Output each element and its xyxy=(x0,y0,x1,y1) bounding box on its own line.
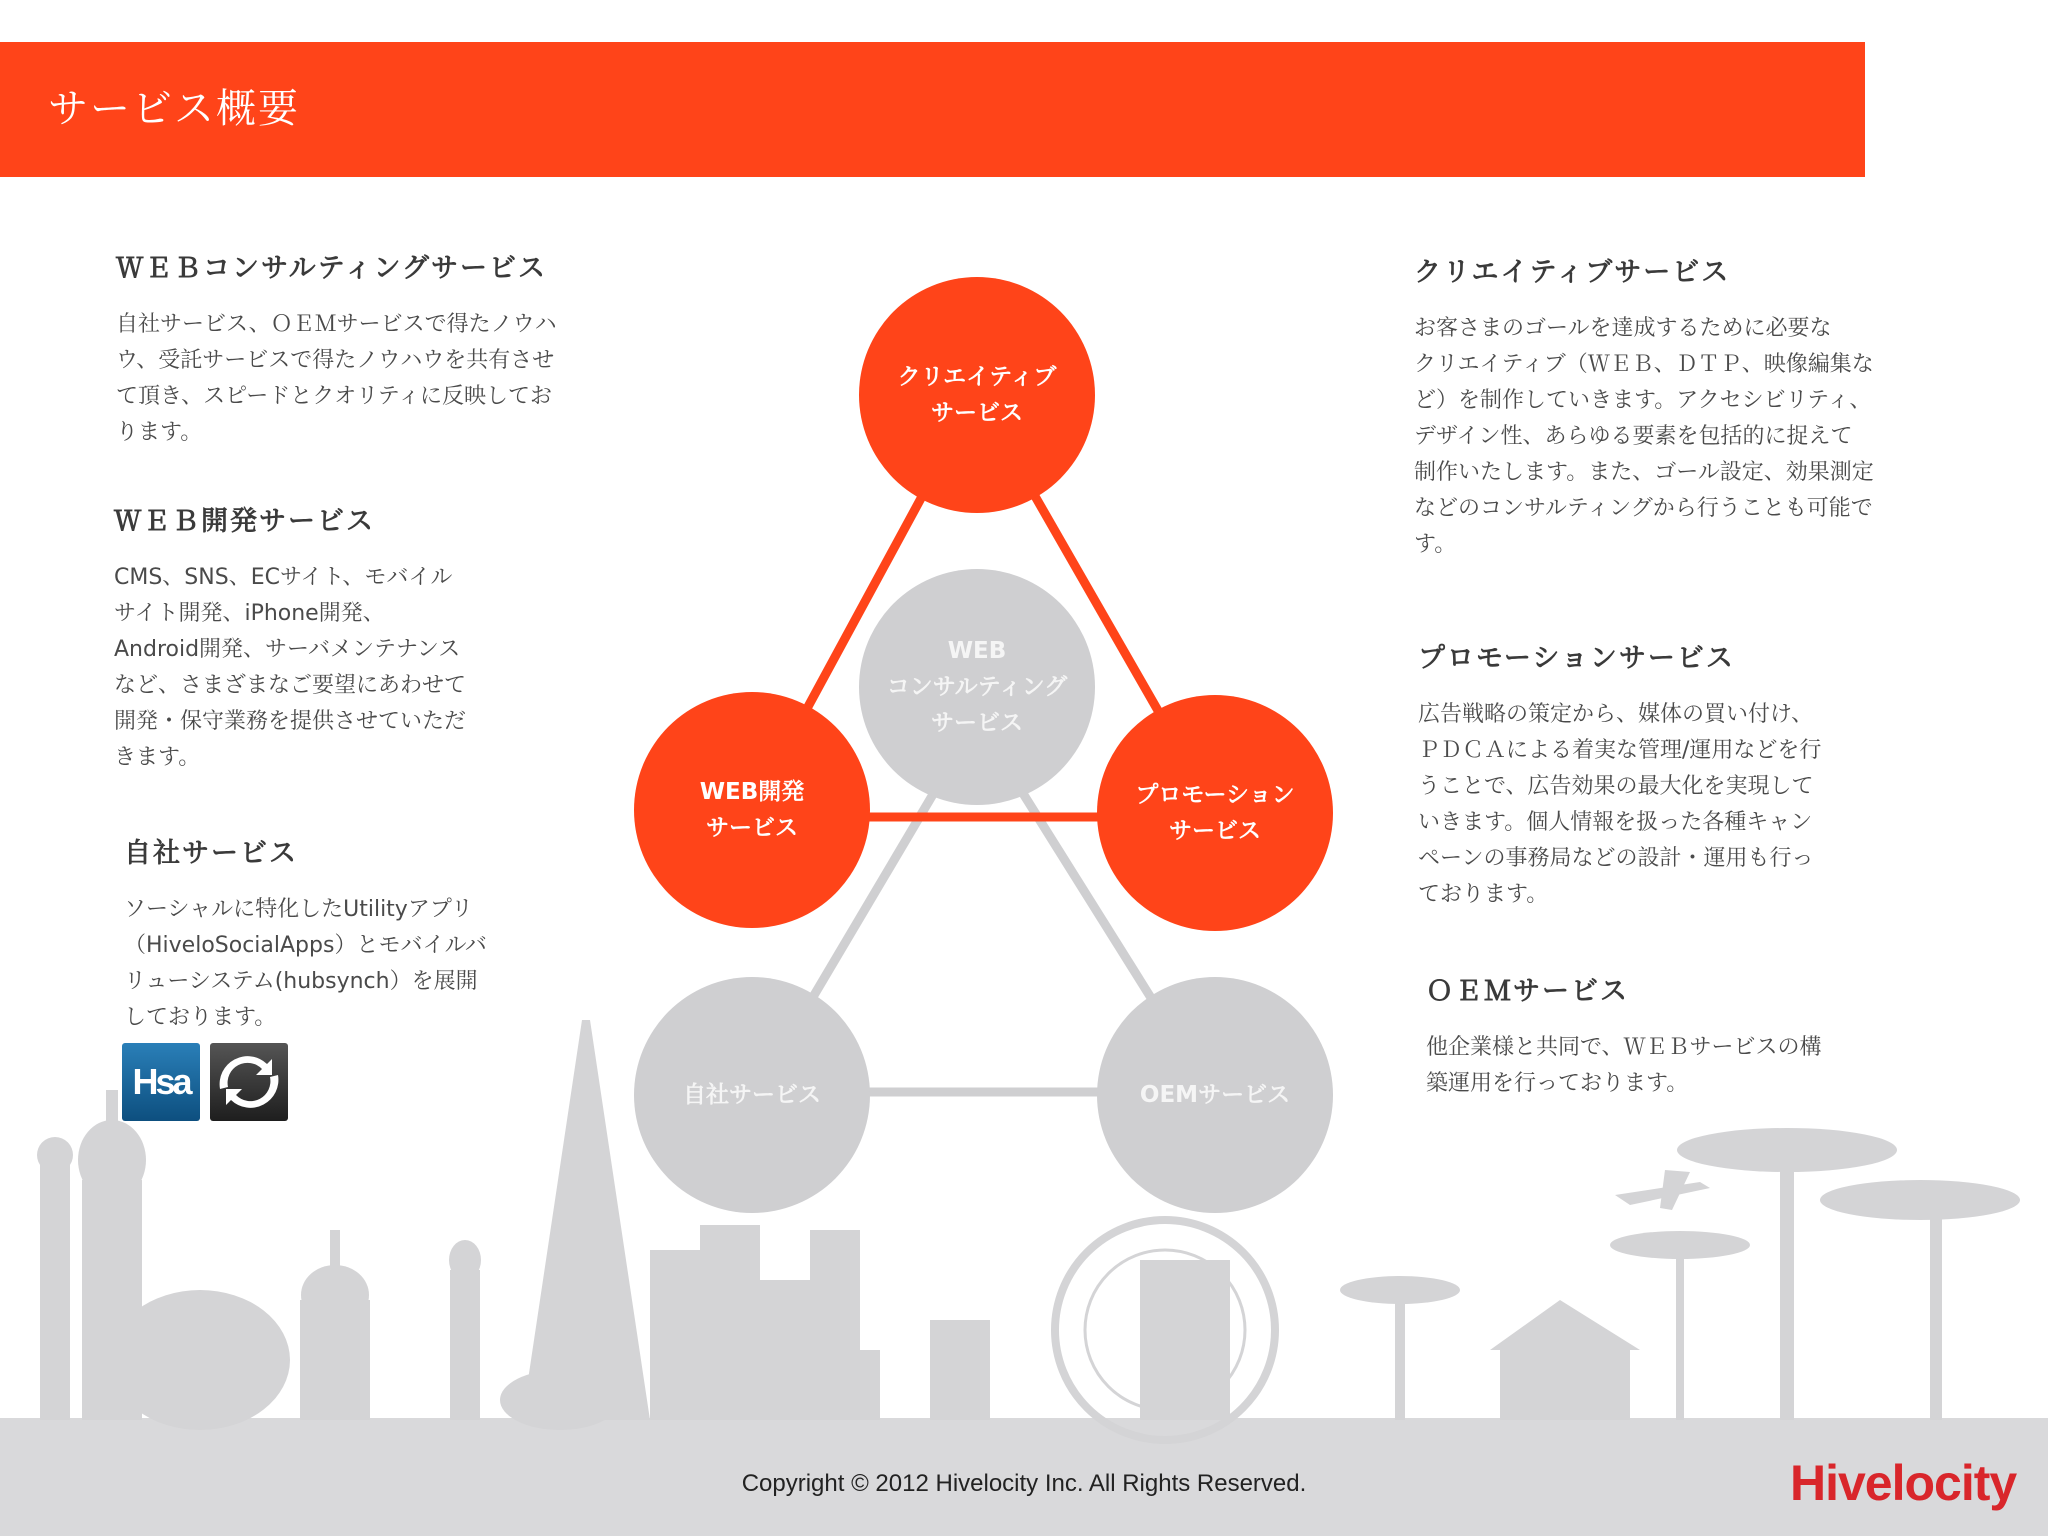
page-title: サービス概要 xyxy=(48,86,300,132)
section-body: お客さまのゴールを達成するために必要な クリエイティブ（ＷＥＢ、ＤＴＰ、映像編集な ど）を制作していきます。アクセシビリティ、 デザイン性、あらゆる要素を包括的に捉えて 制作いたします。また、ゴール設定、効果測定 などのコンサルティングから行うことも可能で す。 xyxy=(1414,316,1874,557)
node-oem-label: OEMサービス xyxy=(1139,1082,1291,1108)
section-title: 自社サービス xyxy=(124,838,298,869)
section-title: ＷＥＢコンサルティングサービス xyxy=(116,253,547,284)
section-body: ソーシャルに特化したUtilityアプリ （HiveloSocialApps）とモバイルバ リューシステム(hubsynch）を展開 しております。 xyxy=(124,897,487,1030)
section-body: 他企業様と共同で、ＷＥＢサービスの構 築運用を行っております。 xyxy=(1426,1035,1822,1096)
section-body: 広告戦略の策定から、媒体の買い付け、 ＰＤＣＡによる着実な管理/運用などを行 うことで、広告効果の最大化を実現して いきます。個人情報を扱った各種キャン ペーンの事務局などの設計・運用も行っ ております。 xyxy=(1418,702,1822,907)
section-title: ＷＥＢ開発サービス xyxy=(114,506,375,537)
section-title: ＯＥＭサービス xyxy=(1426,976,1629,1007)
hivelocity-logo: Hivelocity xyxy=(1790,1455,2017,1511)
hsa-icon: Hsa xyxy=(122,1043,200,1121)
section-title: プロモーションサービス xyxy=(1418,643,1735,674)
node-promotion-label: プロモーション サービス xyxy=(1135,782,1295,844)
section-body: 自社サービス、ＯＥＭサービスで得たノウハ ウ、受託サービスで得たノウハウを共有させ て頂き、スピードとクオリティに反映してお ります。 xyxy=(116,312,557,445)
section-title: クリエイティブサービス xyxy=(1414,257,1731,288)
node-web-dev-label: WEB開発 サービス xyxy=(699,779,805,841)
node-own-label: 自社サービス xyxy=(683,1082,821,1108)
node-consulting-label: WEB コンサルティング サービス xyxy=(886,638,1068,736)
section-body: CMS、SNS、ECサイト、モバイル サイト開発、iPhone開発、 Android開発、サーバメンテナンス など、さまざまなご要望にあわせて 開発・保守業務を提供させていただ きます。 xyxy=(114,565,467,770)
node-creative-label: クリエイティブ サービス xyxy=(897,364,1057,426)
copyright-text: Copyright © 2012 Hivelocity Inc. All Rights Reserved. xyxy=(741,1470,1307,1497)
